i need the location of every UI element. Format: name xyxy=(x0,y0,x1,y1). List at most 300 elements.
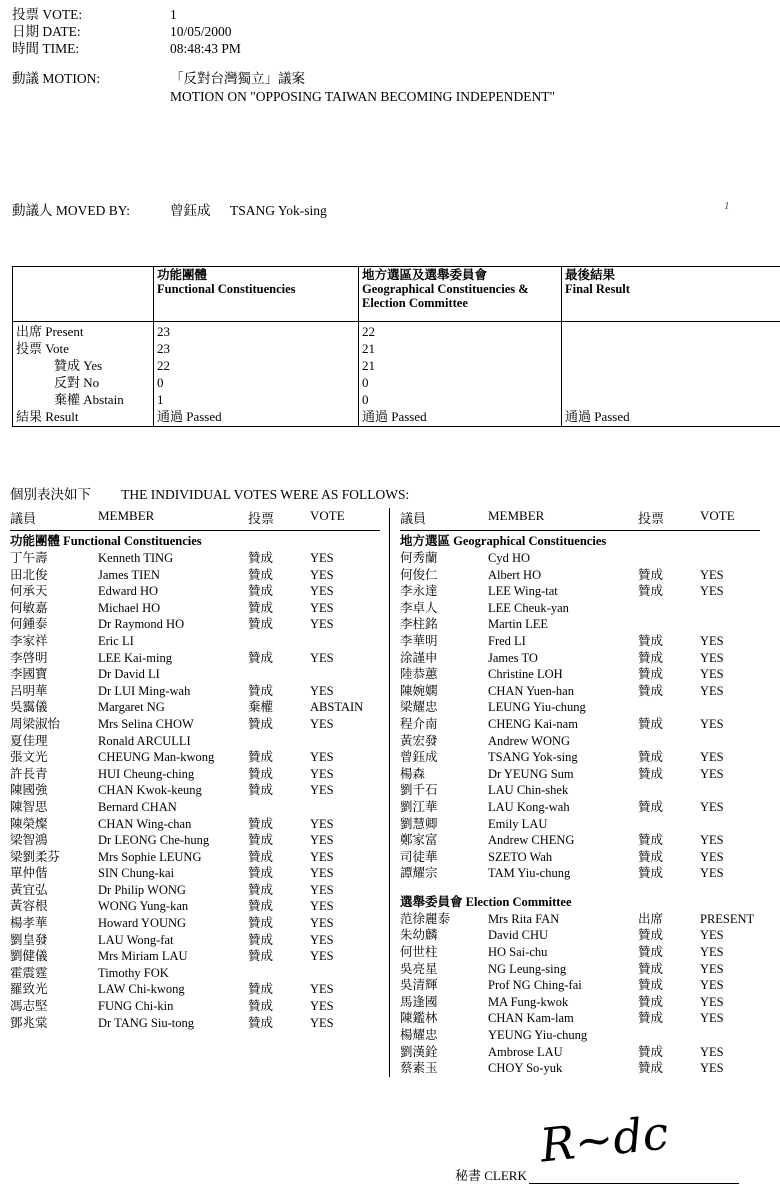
member-vote-cn: 贊成 xyxy=(638,1061,664,1076)
member-name-en: Albert HO xyxy=(488,567,542,582)
member-name-cn: 羅致光 xyxy=(10,982,48,997)
time-label: 時間 TIME: xyxy=(12,41,80,56)
member-name-cn: 李柱銘 xyxy=(400,617,438,632)
member-name-en: Dr TANG Siu-tong xyxy=(98,1015,194,1030)
member-name-cn: 朱幼麟 xyxy=(400,928,438,943)
member-name-cn: 李家祥 xyxy=(10,633,48,648)
member-vote-en: YES xyxy=(310,999,334,1014)
list-item xyxy=(10,650,389,667)
motion-row xyxy=(12,70,752,106)
list-item xyxy=(400,633,770,650)
member-name-en: Bernard CHAN xyxy=(98,799,177,814)
individual-votes-lists xyxy=(10,508,770,1077)
member-name-cn: 何鍾泰 xyxy=(10,617,48,632)
list-item xyxy=(10,799,389,816)
list-item xyxy=(400,994,770,1011)
summary-values-final xyxy=(562,322,780,427)
member-vote-en xyxy=(700,699,770,716)
vote-value: 1 xyxy=(170,7,177,22)
list-item xyxy=(400,1010,770,1027)
member-vote-en: YES xyxy=(310,866,334,881)
member-name-cn: 陳智思 xyxy=(10,799,48,814)
summary-header-final xyxy=(562,267,780,322)
vote-row xyxy=(12,6,752,23)
member-name-en: Edward HO xyxy=(98,584,159,599)
fc-result: 通過 Passed xyxy=(157,409,222,424)
member-vote-en: YES xyxy=(700,683,724,698)
member-vote-en xyxy=(700,550,770,567)
member-name-en: LEUNG Yiu-chung xyxy=(488,700,586,715)
summary-header-final-cn: 最後結果 xyxy=(565,268,616,282)
member-vote-en: YES xyxy=(310,1015,334,1030)
member-name-en: CHAN Wing-chan xyxy=(98,816,192,831)
member-vote-en: YES xyxy=(700,766,724,781)
member-vote-en: YES xyxy=(310,816,334,831)
member-vote-en: YES xyxy=(700,978,724,993)
summary-label-abstain: 棄權 Abstain xyxy=(54,392,124,407)
list-item xyxy=(400,666,770,683)
member-vote-en: YES xyxy=(700,994,724,1009)
motion-text xyxy=(170,70,752,106)
member-vote-cn: 贊成 xyxy=(248,683,274,698)
member-name-cn: 梁劉柔芬 xyxy=(10,849,61,864)
list-item xyxy=(10,699,389,716)
member-vote-cn: 贊成 xyxy=(248,600,274,615)
member-vote-en: YES xyxy=(700,667,724,682)
right-column-headers xyxy=(400,508,770,530)
member-name-cn: 梁智鴻 xyxy=(10,833,48,848)
individual-heading-en: THE INDIVIDUAL VOTES WERE AS FOLLOWS: xyxy=(121,487,410,502)
member-name-cn: 李華明 xyxy=(400,633,438,648)
member-vote-cn: 贊成 xyxy=(248,982,274,997)
member-name-en: Mrs Miriam LAU xyxy=(98,949,188,964)
member-vote-en: YES xyxy=(310,551,334,565)
member-vote-cn: 贊成 xyxy=(248,716,274,731)
list-item xyxy=(10,816,389,833)
member-name-en: LAW Chi-kwong xyxy=(98,982,185,997)
member-vote-en: YES xyxy=(700,567,724,582)
list-item xyxy=(10,733,389,750)
individual-heading-cn: 個別表決如下 xyxy=(10,487,91,502)
member-vote-en: YES xyxy=(310,916,334,931)
member-name-cn: 劉皇發 xyxy=(10,932,48,947)
member-name-en: Mrs Selina CHOW xyxy=(98,716,194,731)
motion-text-chinese: 「反對台灣獨立」議案 xyxy=(170,71,305,86)
member-name-cn: 譚耀宗 xyxy=(400,866,438,881)
member-vote-cn: 贊成 xyxy=(638,866,664,881)
member-vote-en: PRESENT xyxy=(700,911,755,926)
member-name-en: NG Leung-sing xyxy=(488,961,567,976)
member-vote-cn: 贊成 xyxy=(248,849,274,864)
right-header-vote-en: VOTE xyxy=(700,508,735,523)
member-name-cn: 何俊仁 xyxy=(400,567,438,582)
summary-header-functional-cn: 功能團體 xyxy=(157,268,208,282)
left-header-divider xyxy=(10,530,380,531)
member-vote-cn: 贊成 xyxy=(638,683,664,698)
member-vote-cn: 贊成 xyxy=(248,551,274,565)
moved-by-name-chinese: 曾鈺成 xyxy=(170,203,211,218)
summary-label-vote: 投票 Vote xyxy=(16,341,69,356)
member-name-en: Christine LOH xyxy=(488,667,563,682)
member-name-cn: 丁午壽 xyxy=(10,551,48,565)
member-name-en: Prof NG Ching-fai xyxy=(488,978,582,993)
list-item xyxy=(10,716,389,733)
member-name-cn: 何秀蘭 xyxy=(400,551,438,565)
motion-label: 動議 MOTION: xyxy=(12,71,101,86)
member-vote-en xyxy=(700,616,770,633)
list-item xyxy=(400,1044,770,1061)
list-item xyxy=(10,981,389,998)
clerk-signature-line xyxy=(455,1165,739,1184)
group-title-functional: 功能團體 Functional Constituencies xyxy=(10,534,202,548)
list-item xyxy=(400,699,770,716)
gc-no: 0 xyxy=(362,375,369,390)
date-row xyxy=(12,23,752,40)
list-item xyxy=(400,944,770,961)
fc-yes: 22 xyxy=(157,358,170,373)
member-vote-en xyxy=(310,733,380,750)
member-name-cn: 馮志堅 xyxy=(10,999,48,1014)
member-vote-en xyxy=(700,782,770,799)
list-item xyxy=(10,932,389,949)
summary-header-geographical-cn: 地方選區及選舉委員會 xyxy=(362,268,488,282)
member-vote-cn xyxy=(638,699,700,716)
left-header-member-cn: 議員 xyxy=(10,511,37,526)
member-vote-en: YES xyxy=(310,932,334,947)
member-vote-cn xyxy=(248,799,310,816)
final-result: 通過 Passed xyxy=(565,409,630,424)
member-vote-en: YES xyxy=(700,1044,724,1059)
member-vote-cn: 贊成 xyxy=(248,999,274,1014)
member-name-cn: 馬逢國 xyxy=(400,994,438,1009)
summary-label-yes: 贊成 Yes xyxy=(54,358,103,373)
member-name-en: Kenneth TING xyxy=(98,551,174,565)
member-name-cn: 劉千石 xyxy=(400,783,438,798)
member-vote-en: ABSTAIN xyxy=(310,700,364,715)
member-name-cn: 吳亮星 xyxy=(400,961,438,976)
list-item xyxy=(400,927,770,944)
member-vote-cn xyxy=(248,965,310,982)
document-header xyxy=(12,6,752,57)
date-value: 10/05/2000 xyxy=(170,24,232,39)
member-vote-cn: 贊成 xyxy=(638,650,664,665)
gc-vote: 21 xyxy=(362,341,375,356)
member-name-en: TAM Yiu-chung xyxy=(488,866,571,881)
summary-header-geographical xyxy=(359,267,562,322)
list-item xyxy=(10,616,389,633)
member-name-cn: 李卓人 xyxy=(400,600,438,615)
member-name-cn: 黃宜弘 xyxy=(10,882,48,897)
list-item xyxy=(10,749,389,766)
member-name-cn: 張文光 xyxy=(10,750,48,765)
member-vote-cn: 贊成 xyxy=(248,932,274,947)
member-vote-cn: 贊成 xyxy=(638,849,664,864)
member-name-en: Ronald ARCULLI xyxy=(98,733,191,748)
summary-corner-cell xyxy=(13,267,154,322)
member-vote-en: YES xyxy=(310,849,334,864)
right-header-vote-cn: 投票 xyxy=(638,511,665,526)
member-name-en: Martin LEE xyxy=(488,617,549,632)
member-name-cn: 周梁淑怡 xyxy=(10,716,61,731)
member-name-en: James TIEN xyxy=(98,567,160,582)
member-name-cn: 何承天 xyxy=(10,584,48,599)
gc-yes: 21 xyxy=(362,358,375,373)
member-vote-en: YES xyxy=(700,833,724,848)
list-item xyxy=(400,650,770,667)
summary-label-result: 結果 Result xyxy=(16,409,79,424)
member-name-en: CHAN Kam-lam xyxy=(488,1011,574,1026)
list-item xyxy=(10,567,389,584)
time-row xyxy=(12,40,752,57)
member-vote-cn xyxy=(248,633,310,650)
right-header-member-en: MEMBER xyxy=(488,508,545,523)
summary-header-geographical-en1: Geographical Constituencies & xyxy=(362,282,529,296)
member-name-en: Mrs Rita FAN xyxy=(488,911,560,926)
left-column-headers xyxy=(10,508,389,530)
member-vote-cn: 贊成 xyxy=(248,650,274,665)
member-name-en: SZETO Wah xyxy=(488,849,553,864)
summary-header-geographical-en2: Election Committee xyxy=(362,296,468,310)
member-vote-en: YES xyxy=(700,945,724,960)
member-name-en: David CHU xyxy=(488,928,549,943)
list-item xyxy=(10,965,389,982)
member-vote-en: YES xyxy=(310,899,334,914)
member-name-en: TSANG Yok-sing xyxy=(488,750,578,765)
member-vote-en: YES xyxy=(310,683,334,698)
member-name-cn: 黃宏發 xyxy=(400,733,438,748)
member-name-cn: 曾鈺成 xyxy=(400,750,438,765)
list-item xyxy=(10,633,389,650)
member-vote-en: YES xyxy=(310,882,334,897)
member-vote-cn: 贊成 xyxy=(638,928,664,943)
member-vote-en: YES xyxy=(310,567,334,582)
member-name-en: Dr LUI Ming-wah xyxy=(98,683,191,698)
member-vote-en: YES xyxy=(310,584,334,599)
list-item xyxy=(10,865,389,882)
member-vote-cn: 贊成 xyxy=(638,1044,664,1059)
list-item xyxy=(400,1027,770,1044)
member-name-en: Dr Philip WONG xyxy=(98,882,186,897)
list-item xyxy=(400,816,770,833)
member-name-en: Dr Raymond HO xyxy=(98,617,185,632)
member-vote-cn xyxy=(638,550,700,567)
member-vote-en: YES xyxy=(700,799,724,814)
moved-by-name-english: TSANG Yok-sing xyxy=(230,203,327,218)
member-name-cn: 涂謹申 xyxy=(400,650,438,665)
member-vote-en xyxy=(700,733,770,750)
member-name-cn: 李永達 xyxy=(400,584,438,599)
list-item xyxy=(10,782,389,799)
member-vote-en xyxy=(310,666,380,683)
member-vote-cn: 棄權 xyxy=(248,700,274,715)
member-name-en: James TO xyxy=(488,650,538,665)
vote-summary-table xyxy=(12,266,780,427)
member-vote-en: YES xyxy=(700,650,724,665)
summary-header-functional xyxy=(154,267,359,322)
member-vote-cn: 贊成 xyxy=(248,866,274,881)
summary-header-functional-en: Functional Constituencies xyxy=(157,282,296,296)
list-item xyxy=(400,865,770,882)
member-name-cn: 程介南 xyxy=(400,716,438,731)
member-vote-cn: 贊成 xyxy=(248,584,274,599)
member-name-cn: 劉慧卿 xyxy=(400,816,438,831)
member-vote-cn xyxy=(638,1027,700,1044)
functional-constituencies-column xyxy=(10,508,389,1077)
member-vote-cn: 贊成 xyxy=(638,716,664,731)
member-vote-en xyxy=(700,816,770,833)
date-label: 日期 DATE: xyxy=(12,24,81,39)
member-name-en: CHAN Kwok-keung xyxy=(98,783,202,798)
list-item xyxy=(10,898,389,915)
member-vote-cn: 贊成 xyxy=(248,916,274,931)
list-item xyxy=(10,882,389,899)
list-item xyxy=(400,600,770,617)
member-name-en: Mrs Sophie LEUNG xyxy=(98,849,202,864)
list-item xyxy=(400,1060,770,1077)
summary-label-present: 出席 Present xyxy=(16,324,84,339)
member-vote-en: YES xyxy=(700,1061,724,1076)
member-name-cn: 司徒華 xyxy=(400,849,438,864)
gc-result: 通過 Passed xyxy=(362,409,427,424)
member-vote-en: YES xyxy=(700,961,724,976)
geographical-constituencies-column xyxy=(389,508,770,1077)
group-title-geographical: 地方選區 Geographical Constituencies xyxy=(400,534,607,548)
fc-no: 0 xyxy=(157,375,164,390)
member-vote-cn: 贊成 xyxy=(248,567,274,582)
member-name-cn: 吳靄儀 xyxy=(10,700,48,715)
member-vote-en: YES xyxy=(700,849,724,864)
member-name-cn: 田北俊 xyxy=(10,567,48,582)
member-vote-en: YES xyxy=(700,866,724,881)
member-vote-en: YES xyxy=(310,750,334,765)
member-name-cn: 劉漢銓 xyxy=(400,1044,438,1059)
member-vote-cn: 贊成 xyxy=(248,816,274,831)
member-vote-cn xyxy=(248,666,310,683)
list-item xyxy=(400,749,770,766)
member-vote-cn xyxy=(638,782,700,799)
member-name-cn: 陳榮燦 xyxy=(10,816,48,831)
clerk-signature: R~dc xyxy=(537,1105,671,1173)
member-name-en: Cyd HO xyxy=(488,551,531,565)
right-header-divider xyxy=(400,530,760,531)
member-name-en: LAU Kong-wah xyxy=(488,799,570,814)
time-value: 08:48:43 PM xyxy=(170,41,241,56)
member-vote-en: YES xyxy=(700,928,724,943)
member-name-cn: 單仲偕 xyxy=(10,866,48,881)
member-name-en: Dr David LI xyxy=(98,667,160,682)
member-name-en: Fred LI xyxy=(488,633,526,648)
member-name-en: CHOY So-yuk xyxy=(488,1061,563,1076)
list-item xyxy=(400,782,770,799)
member-name-en: LEE Cheuk-yan xyxy=(488,600,569,615)
list-item xyxy=(10,998,389,1015)
list-item xyxy=(400,849,770,866)
clerk-label: 秘書 CLERK xyxy=(455,1168,527,1183)
member-vote-en xyxy=(700,600,770,617)
list-item xyxy=(400,716,770,733)
member-name-cn: 何敏嘉 xyxy=(10,600,48,615)
list-item xyxy=(400,961,770,978)
member-vote-cn: 贊成 xyxy=(248,766,274,781)
list-item xyxy=(400,550,770,567)
list-item xyxy=(10,948,389,965)
margin-mark: 1 xyxy=(724,200,730,212)
member-vote-cn: 贊成 xyxy=(248,882,274,897)
moved-by-row xyxy=(12,202,327,220)
member-name-cn: 陸恭蕙 xyxy=(400,667,438,682)
member-vote-cn: 贊成 xyxy=(638,667,664,682)
list-item xyxy=(10,600,389,617)
member-vote-cn: 贊成 xyxy=(248,1015,274,1030)
moved-by-label: 動議人 MOVED BY: xyxy=(12,203,131,218)
member-vote-cn: 贊成 xyxy=(638,633,664,648)
member-name-en: Michael HO xyxy=(98,600,161,615)
list-item xyxy=(10,550,389,567)
member-name-cn: 夏佳理 xyxy=(10,733,48,748)
list-item xyxy=(400,799,770,816)
list-item xyxy=(400,977,770,994)
member-name-cn: 陳鑑林 xyxy=(400,1011,438,1026)
motion-text-english: MOTION ON "OPPOSING TAIWAN BECOMING INDEPENDENT" xyxy=(170,89,556,104)
summary-values-functional xyxy=(154,322,359,427)
member-vote-cn: 贊成 xyxy=(638,567,664,582)
member-vote-en: YES xyxy=(310,783,334,798)
member-vote-en xyxy=(310,965,380,982)
list-item xyxy=(400,567,770,584)
member-name-en: CHENG Kai-nam xyxy=(488,716,578,731)
list-item xyxy=(10,583,389,600)
member-vote-cn xyxy=(638,616,700,633)
fc-present: 23 xyxy=(157,324,170,339)
member-name-en: Andrew WONG xyxy=(488,733,571,748)
member-vote-cn: 贊成 xyxy=(638,978,664,993)
left-header-member-en: MEMBER xyxy=(98,508,155,523)
member-vote-en: YES xyxy=(700,633,724,648)
member-vote-en: YES xyxy=(310,650,334,665)
member-name-en: MA Fung-kwok xyxy=(488,994,569,1009)
member-name-en: Howard YOUNG xyxy=(98,916,187,931)
member-name-cn: 何世柱 xyxy=(400,945,438,960)
member-vote-en: YES xyxy=(700,584,724,599)
member-vote-cn: 贊成 xyxy=(638,750,664,765)
member-name-cn: 楊森 xyxy=(400,766,426,781)
list-item xyxy=(10,1015,389,1032)
member-name-en: WONG Yung-kan xyxy=(98,899,189,914)
individual-votes-heading xyxy=(10,483,409,503)
member-vote-cn: 贊成 xyxy=(248,617,274,632)
list-item xyxy=(400,683,770,700)
summary-labels-cell xyxy=(13,322,154,427)
list-item xyxy=(400,832,770,849)
member-name-cn: 蔡素玉 xyxy=(400,1061,438,1076)
member-name-en: CHAN Yuen-han xyxy=(488,683,574,698)
list-item xyxy=(400,733,770,750)
fc-abstain: 1 xyxy=(157,392,164,407)
member-name-cn: 梁耀忠 xyxy=(400,700,438,715)
member-name-en: Emily LAU xyxy=(488,816,548,831)
member-vote-cn: 贊成 xyxy=(248,899,274,914)
list-item xyxy=(400,766,770,783)
member-vote-en: YES xyxy=(700,716,724,731)
left-header-vote-cn: 投票 xyxy=(248,511,275,526)
member-vote-cn xyxy=(248,733,310,750)
member-vote-cn xyxy=(638,816,700,833)
summary-header-row xyxy=(13,267,780,322)
member-name-cn: 許長青 xyxy=(10,766,48,781)
member-name-en: LAU Chin-shek xyxy=(488,783,569,798)
member-name-cn: 鄧兆棠 xyxy=(10,1015,48,1030)
member-name-en: Margaret NG xyxy=(98,700,165,715)
